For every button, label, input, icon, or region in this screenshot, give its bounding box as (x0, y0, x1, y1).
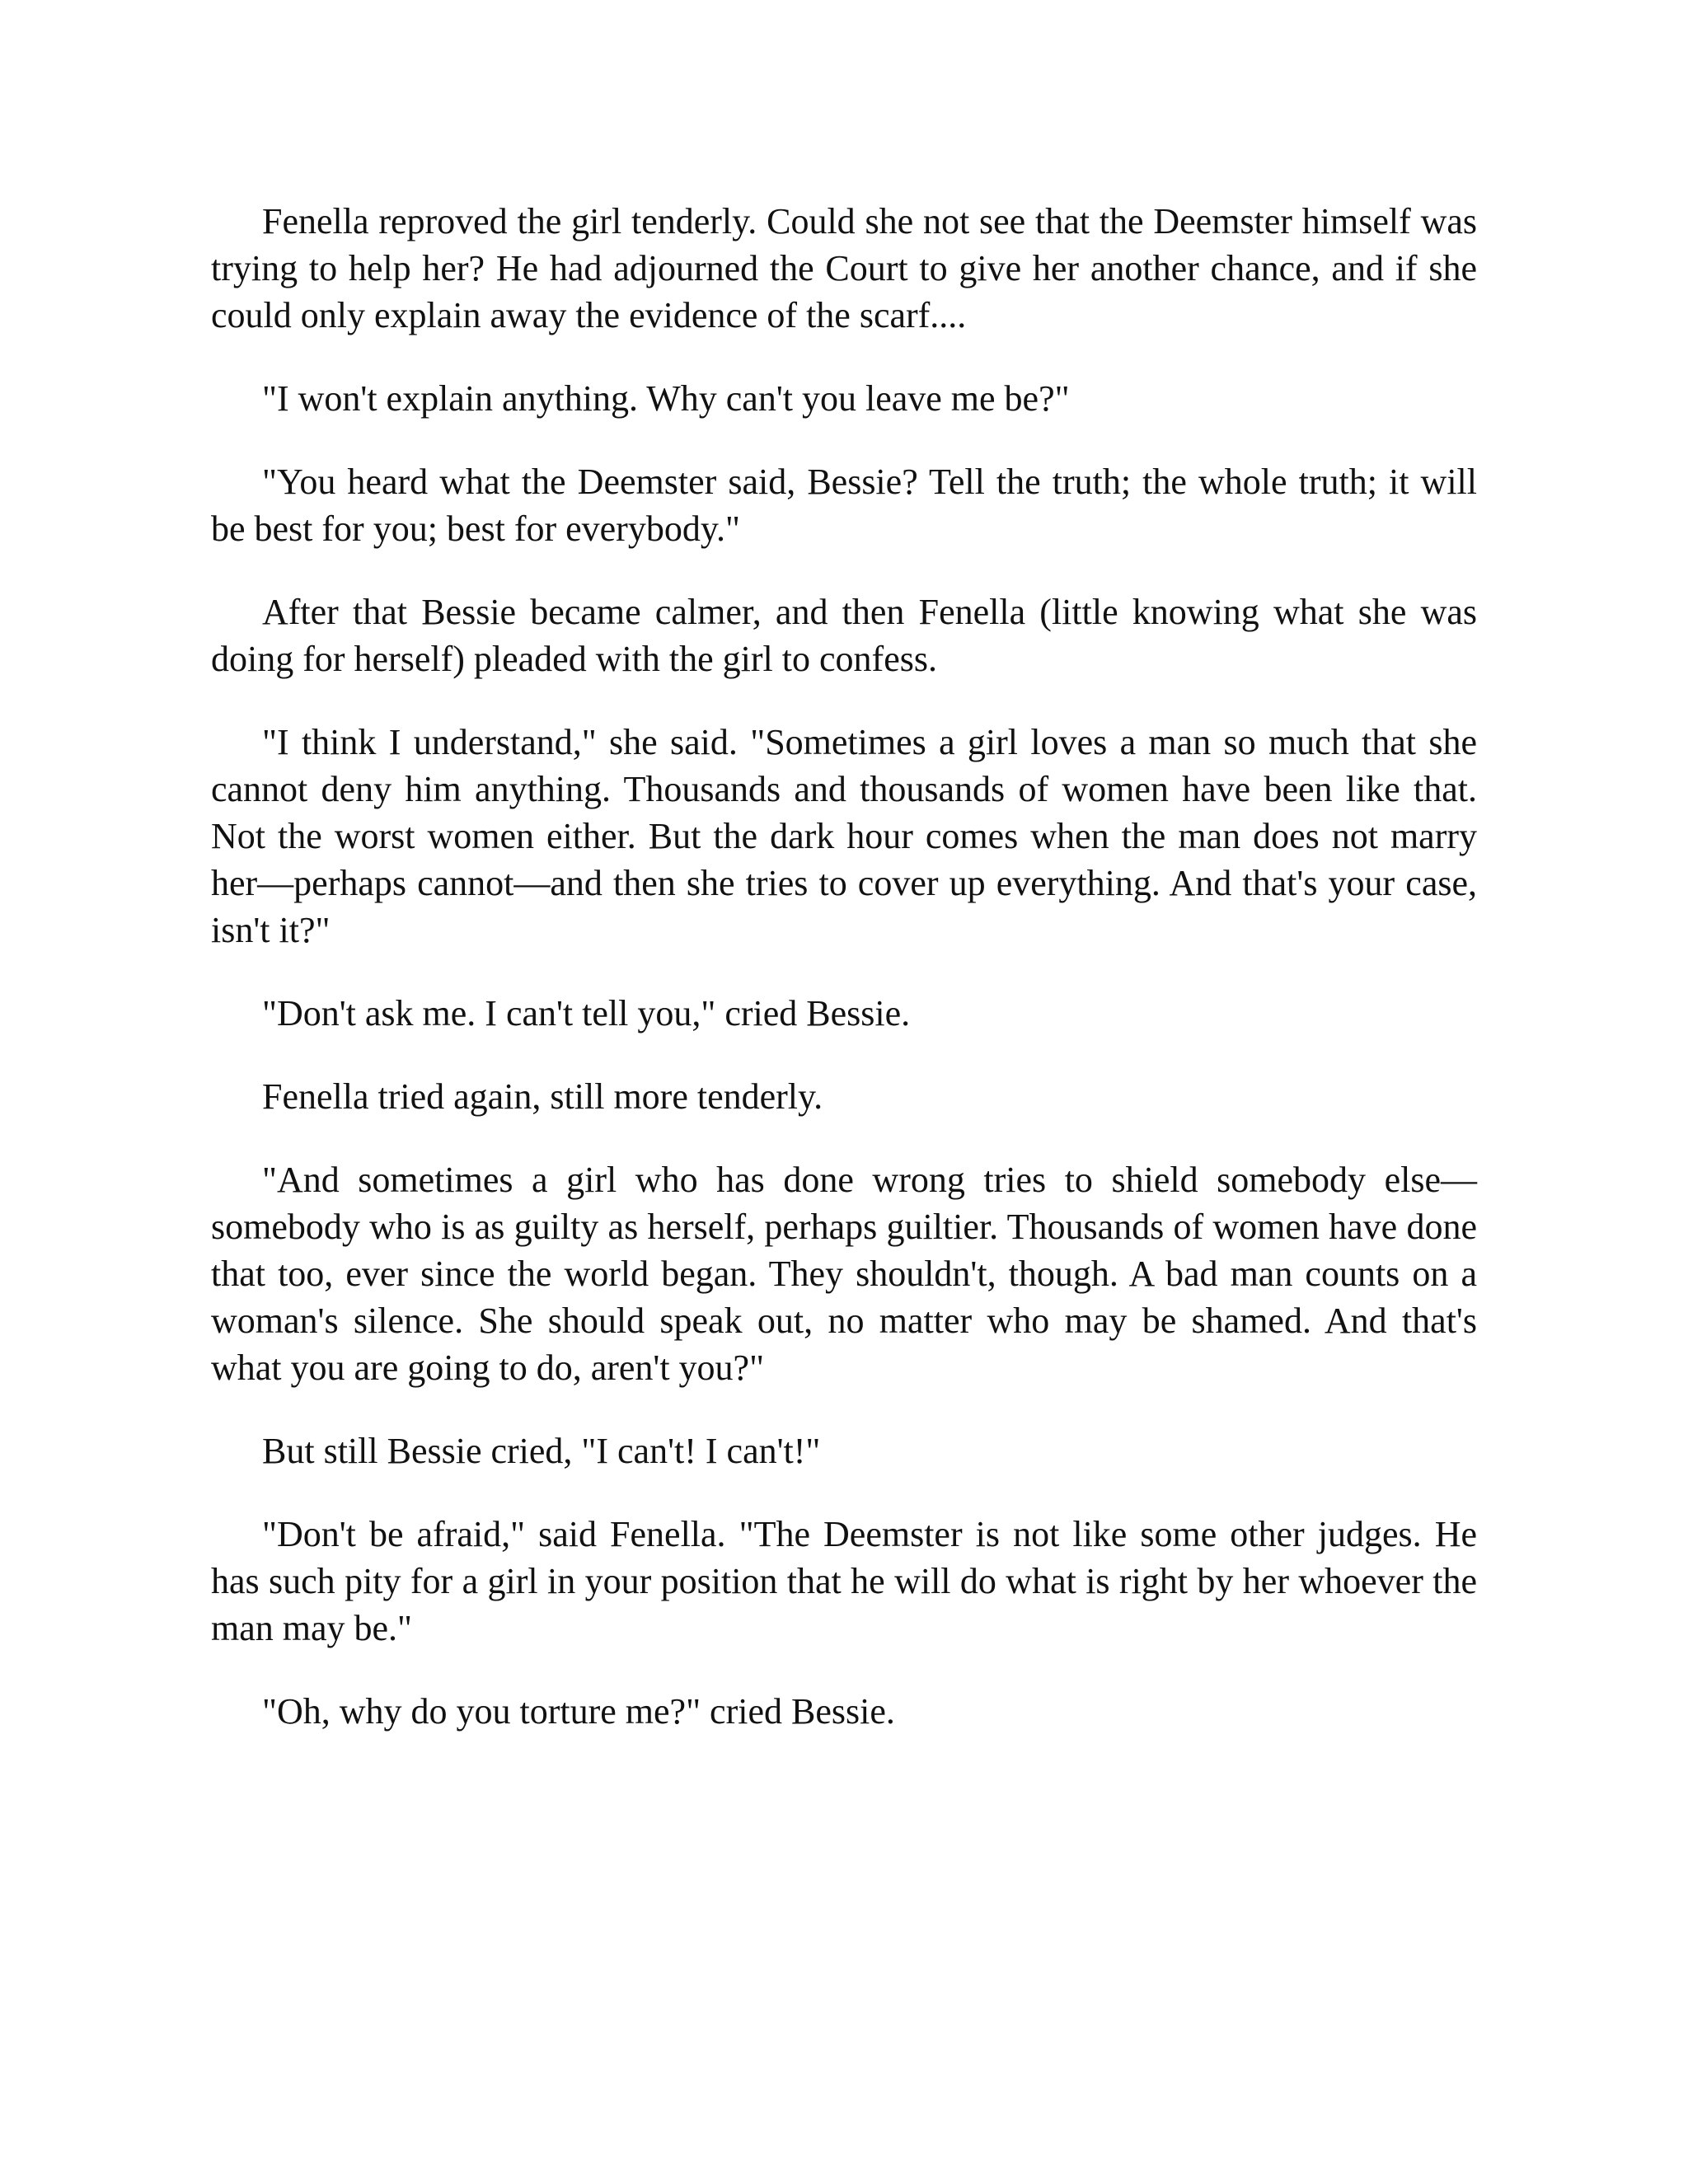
paragraph: "Oh, why do you torture me?" cried Bessie. (262, 1691, 895, 1732)
paragraph: Fenella reproved the girl tenderly. Could she not see that the Deemster himself was trying to help her? He had adjourned the Court to give her another chance, and if she could only explain away the evidence of the scarf.... (211, 201, 1477, 335)
body-text (211, 198, 1477, 1771)
paragraph: "I think I understand," she said. "Sometimes a girl loves a man so much that she cannot deny him anything. Thousands and thousands of women have been like that. Not the worst women either. But the dark hour comes when the man does not marry her—perhaps cannot—and then she tries to cover up everything. And that's your case, isn't it?" (211, 722, 1477, 950)
paragraph: "And sometimes a girl who has done wrong tries to shield somebody else—somebody who is as guilty as herself, perhaps guiltier. Thousands of women have done that too, ever since the world began. They shouldn't, though. A bad man counts on a woman's silence. She should speak out, no matter who may be shamed. And that's what you are going to do, aren't you?" (211, 1160, 1477, 1388)
paragraph: Fenella tried again, still more tenderly. (262, 1076, 823, 1117)
paragraph: "Don't be afraid," said Fenella. "The Deemster is not like some other judges. He has such pity for a girl in your position that he will do what is right by her whoever the man may be." (211, 1514, 1477, 1648)
paragraph: "I won't explain anything. Why can't you leave me be?" (262, 378, 1070, 419)
paragraph: "Don't ask me. I can't tell you," cried Bessie. (262, 993, 911, 1033)
paragraph: But still Bessie cried, "I can't! I can't!" (262, 1431, 821, 1471)
paragraph: After that Bessie became calmer, and then Fenella (little knowing what she was doing for herself) pleaded with the girl to confess. (211, 592, 1477, 679)
paragraph: "You heard what the Deemster said, Bessie? Tell the truth; the whole truth; it will be best for you; best for everybody." (211, 462, 1477, 549)
